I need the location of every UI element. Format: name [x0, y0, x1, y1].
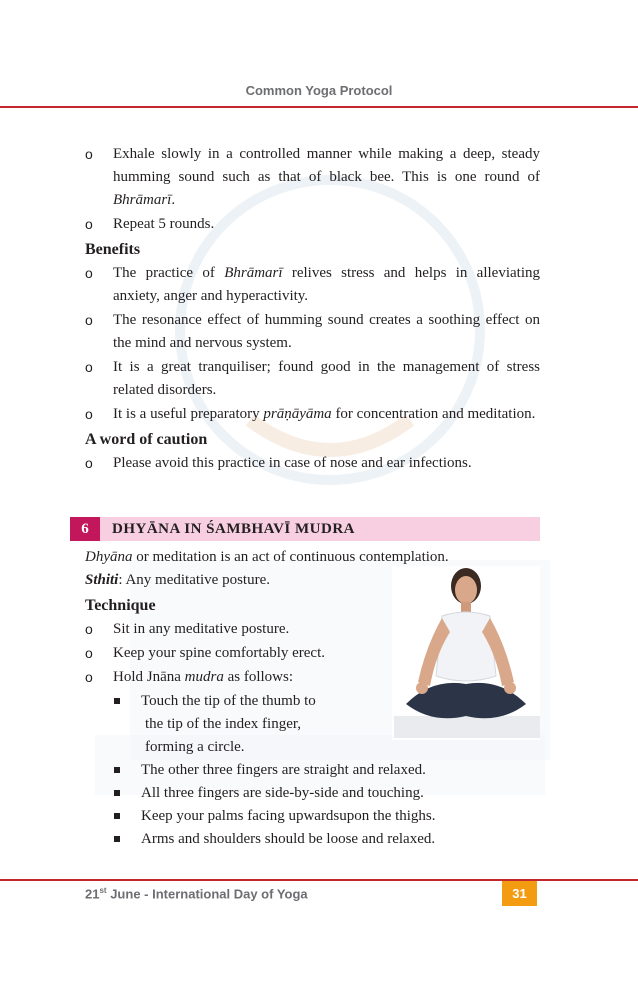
section-header [70, 517, 540, 541]
section-number: 6 [70, 517, 100, 541]
list-item: o Exhale slowly in a controlled manner while making a deep, steady humming sound such as that of black bee. This is one round of Bhrāmarī. [85, 143, 540, 212]
footer-text: 21st June - International Day of Yoga [85, 886, 308, 902]
square-bullet-icon [114, 813, 120, 819]
sthiti-paragraph: Sthiti: Any meditative posture. [85, 572, 270, 588]
bullet-icon: o [85, 406, 93, 422]
bullet-icon: o [85, 455, 93, 471]
square-bullet-icon [114, 767, 120, 773]
square-bullet-icon [114, 836, 120, 842]
content [85, 143, 540, 476]
list-item: o Sit in any meditative posture. [85, 618, 540, 641]
square-bullet-icon [114, 698, 120, 704]
bullet-icon: o [85, 645, 93, 661]
list-item: o Repeat 5 rounds. [85, 213, 540, 236]
section-title: DHYĀNA IN ŚAMBHAVĪ MUDRA [112, 520, 355, 537]
sub-list-item: Keep your palms facing upwardsupon the thighs. [85, 805, 540, 828]
meditation-pose-image [392, 566, 540, 740]
list-item: o The practice of Bhrāmarī relives stress and helps in alleviating anxiety, anger and hyperactivity. [85, 262, 540, 308]
list-item: o Keep your spine comfortably erect. [85, 642, 540, 665]
intro-paragraph: Dhyāna or meditation is an act of continuous contemplation. [85, 549, 449, 565]
list-item: o Hold Jnāna mudra as follows: [85, 666, 540, 689]
sub-list-item: The other three fingers are straight and relaxed. [85, 759, 540, 782]
list-item: o It is a great tranquiliser; found good in the management of stress related disorders. [85, 356, 540, 402]
sub-list-item: Arms and shoulders should be loose and relaxed. [85, 828, 540, 851]
bullet-icon: o [85, 146, 93, 162]
bullet-icon: o [85, 359, 93, 375]
sub-list-item: Touch the tip of the thumb to the tip of the index finger, forming a circle. [85, 690, 540, 759]
list-item: o Please avoid this practice in case of nose and ear infections. [85, 452, 540, 475]
header-rule [0, 106, 638, 108]
page-number: 31 [502, 881, 537, 906]
technique-heading: Technique [85, 597, 156, 614]
bullet-icon: o [85, 265, 93, 281]
bullet-icon: o [85, 312, 93, 328]
caution-heading: A word of caution [85, 431, 208, 448]
bullet-icon: o [85, 669, 93, 685]
footer-rule [0, 879, 638, 881]
bullet-icon: o [85, 621, 93, 637]
square-bullet-icon [114, 790, 120, 796]
benefits-heading: Benefits [85, 241, 141, 258]
list-item: o It is a useful preparatory prāṇāyāma for concentration and meditation. [85, 403, 540, 426]
list-item: o The resonance effect of humming sound creates a soothing effect on the mind and nervous system. [85, 309, 540, 355]
sub-list-item: All three fingers are side-by-side and touching. [85, 782, 540, 805]
page-header-title: Common Yoga Protocol [245, 83, 393, 98]
bullet-icon: o [85, 216, 93, 232]
